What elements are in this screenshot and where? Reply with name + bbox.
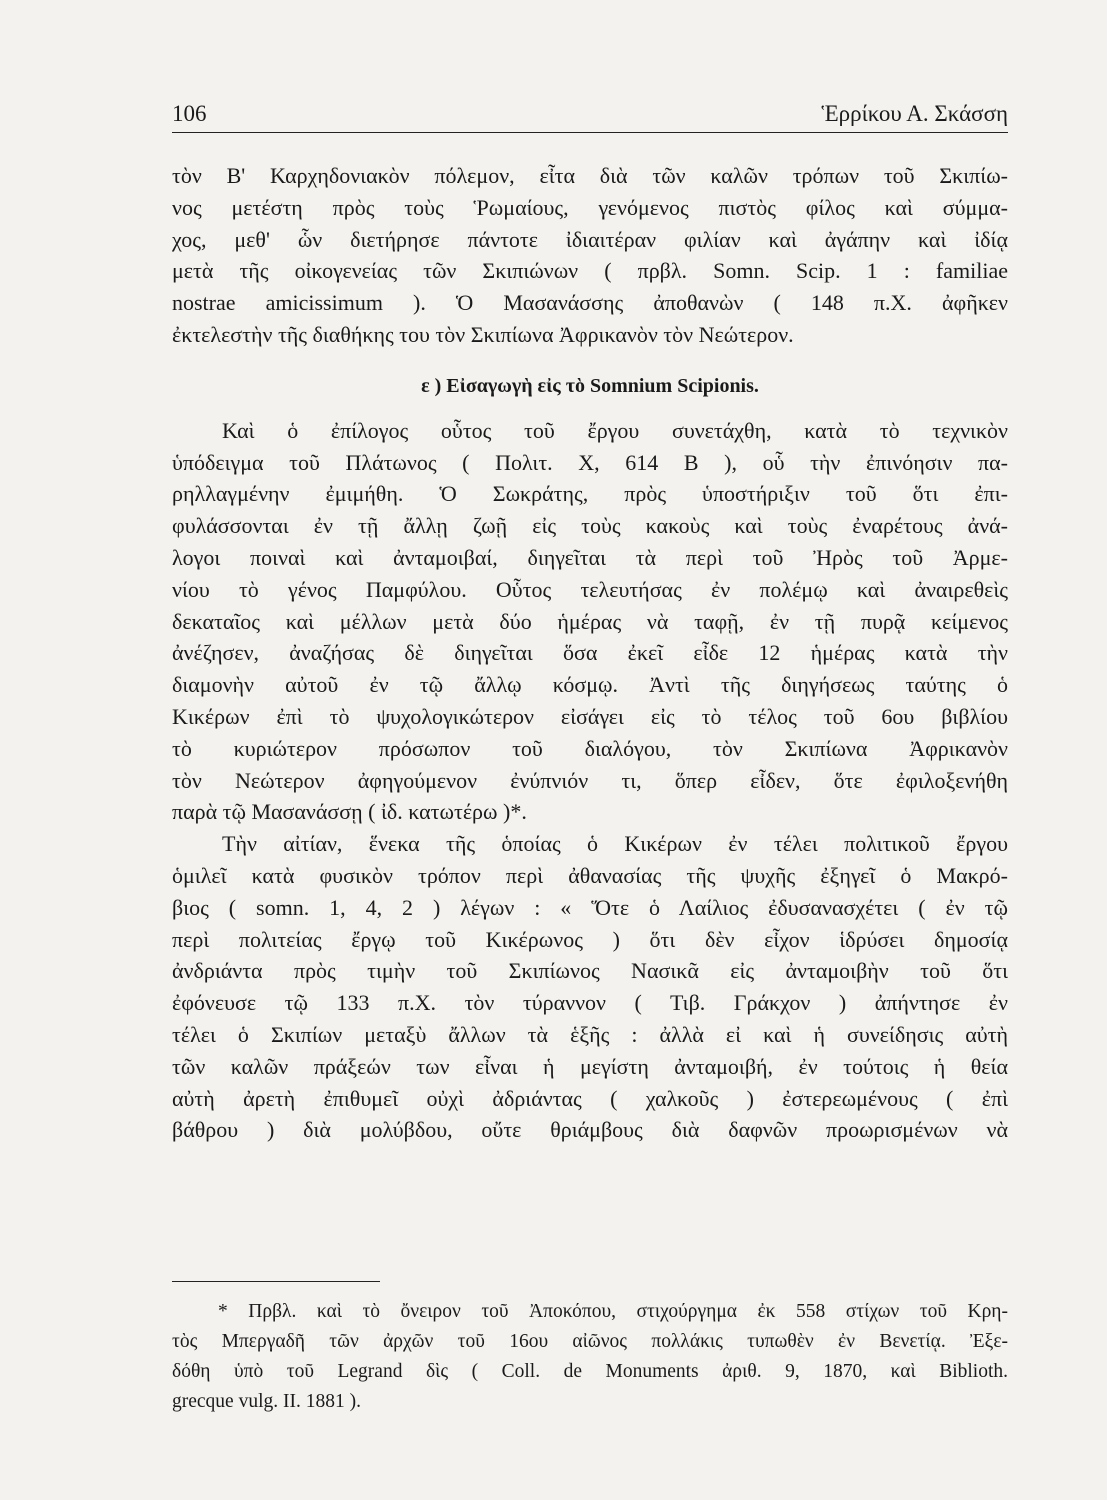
- text-line: βάθρου ) διὰ μολύβδου, οὔτε θριάμβους διὰ δαφνῶν προωρισμένων νὰ: [172, 1117, 1008, 1143]
- body-text: [172, 160, 1008, 1146]
- text-line: περὶ πολιτείας ἔργῳ τοῦ Κικέρωνος ) ὅτι δὲν εἶχον ἱδρύσει δημοσίᾳ: [172, 926, 1008, 952]
- text-line: Τὴν αἰτίαν, ἕνεκα τῆς ὁποίας ὁ Κικέρων ἐν τέλει πολιτικοῦ ἔργου: [222, 831, 1008, 857]
- text-line: λογοι ποιναὶ καὶ ἀνταμοιβαί, διηγεῖται τὰ περὶ τοῦ Ἠρὸς τοῦ Ἀρμε-: [172, 544, 1008, 570]
- text-line: νος μετέστη πρὸς τοὺς Ῥωμαίους, γενόμενος πιστὸς φίλος καὶ σύμμα-: [172, 194, 1008, 220]
- paragraph-3: [172, 828, 1008, 1146]
- text-line: τὸ κυριώτερον πρόσωπον τοῦ διαλόγου, τὸν Σκιπίωνα Ἀφρικανὸν: [172, 735, 1008, 761]
- footnote-line: δόθη ὑπὸ τοῦ Legrand δὶς ( Coll. de Monuments ἀριθ. 9, 1870, καὶ Biblioth.: [172, 1361, 1008, 1382]
- text-line: ἐφόνευσε τῷ 133 π.Χ. τὸν τύραννον ( Τιβ. Γράκχον ) ἀπήντησε ἐν: [172, 990, 1008, 1016]
- text-line: βιος ( somn. 1, 4, 2 ) λέγων : « Ὅτε ὁ Λαίλιος ἐδυσανασχέτει ( ἐν τῷ: [172, 894, 1008, 920]
- text-line: διαμονὴν αὐτοῦ ἐν τῷ ἄλλῳ κόσμῳ. Ἀντὶ τῆς διηγήσεως ταύτης ὁ: [172, 672, 1008, 698]
- text-line: ἐκτελεστὴν τῆς διαθήκης του τὸν Σκιπίωνα Ἀφρικανὸν τὸν Νεώτερον.: [172, 321, 794, 347]
- footnote-rule: [172, 1281, 380, 1282]
- running-head: [172, 98, 1008, 130]
- text-line: ἀνέζησεν, ἀναζήσας δὲ διηγεῖται ὅσα ἐκεῖ εἶδε 12 ἡμέρας κατὰ τὴν: [172, 640, 1008, 666]
- text-line: νίου τὸ γένος Παμφύλου. Οὗτος τελευτήσας ἐν πολέμῳ καὶ ἀναιρεθεὶς: [172, 576, 1008, 602]
- text-line: χος, μεθ' ὧν διετήρησε πάντοτε ἰδιαιτέραν φιλίαν καὶ ἀγάπην καὶ ἰδίᾳ: [172, 226, 1008, 252]
- text-line: ρηλλαγμένην ἐμιμήθη. Ὁ Σωκράτης, πρὸς ὑποστήριξιν τοῦ ὅτι ἐπι-: [172, 481, 1008, 507]
- paragraph-1: [172, 160, 1008, 351]
- text-line: δεκαταῖος καὶ μέλλων μετὰ δύο ἡμέρας νὰ ταφῇ, ἐν τῇ πυρᾷ κείμενος: [172, 608, 1008, 634]
- running-title: Ἑρρίκου Α. Σκάσση: [821, 101, 1008, 126]
- footnote-line: grecque vulg. II. 1881 ).: [172, 1391, 361, 1412]
- page-number: 106: [172, 101, 207, 126]
- text-line: ὑπόδειγμα τοῦ Πλάτωνος ( Πολιτ. Χ, 614 Β ), οὗ τὴν ἐπινόησιν πα-: [172, 449, 1008, 475]
- text-line: Καὶ ὁ ἐπίλογος οὗτος τοῦ ἔργου συνετάχθη, κατὰ τὸ τεχνικὸν: [222, 417, 1008, 443]
- text-line: τέλει ὁ Σκιπίων μεταξὺ ἄλλων τὰ ἑξῆς : ἀλλὰ εἰ καὶ ἡ συνείδησις αὐτὴ: [172, 1021, 1008, 1047]
- text-line: Κικέρων ἐπὶ τὸ ψυχολογικώτερον εἰσάγει εἰς τὸ τέλος τοῦ 6ου βιβλίου: [172, 703, 1008, 729]
- text-line: τῶν καλῶν πράξεών των εἶναι ἡ μεγίστη ἀνταμοιβή, ἐν τούτοις ἡ θεία: [172, 1053, 1008, 1079]
- footnote-line: * Πρβλ. καὶ τὸ ὄνειρον τοῦ Ἀποκόπου, στιχούργημα ἐκ 558 στίχων τοῦ Κρη-: [218, 1301, 1008, 1322]
- text-line: αὐτὴ ἀρετὴ ἐπιθυμεῖ οὐχὶ ἀδριάντας ( χαλκοῦς ) ἐστερεωμένους ( ἐπὶ: [172, 1085, 1008, 1111]
- paragraph-2: [172, 415, 1008, 828]
- text-line: μετὰ τῆς οἰκογενείας τῶν Σκιπιώνων ( πρβλ. Somn. Scip. 1 : familiae: [172, 258, 1008, 284]
- text-line: τὸν Νεώτερον ἀφηγούμενον ἐνύπνιόν τι, ὅπερ εἶδεν, ὅτε ἐφιλοξενήθη: [172, 767, 1008, 793]
- footnote: [172, 1297, 1008, 1417]
- header-rule: [172, 132, 1008, 133]
- text-line: ὁμιλεῖ κατὰ φυσικὸν τρόπον περὶ ἀθανασίας τῆς ψυχῆς ἐξηγεῖ ὁ Μακρό-: [172, 862, 1008, 888]
- text-line: φυλάσσονται ἐν τῇ ἄλλῃ ζωῇ εἰς τοὺς κακοὺς καὶ τοὺς ἐναρέτους ἀνά-: [172, 513, 1008, 539]
- footnote-line: τὸς Μπεργαδῆ τῶν ἀρχῶν τοῦ 16ου αἰῶνος πολλάκις τυπωθὲν ἐν Βενετίᾳ. Ἐξε-: [172, 1331, 1008, 1352]
- section-heading: ε ) Εἰσαγωγὴ εἰς τὸ Somnium Scipionis.: [421, 374, 759, 397]
- text-line: nostrae amicissimum ). Ὁ Μασανάσσης ἀποθανὼν ( 148 π.Χ. ἀφῆκεν: [172, 290, 1008, 316]
- text-line: ἀνδριάντα πρὸς τιμὴν τοῦ Σκιπίωνος Νασικᾶ εἰς ἀνταμοιβὴν τοῦ ὅτι: [172, 958, 1008, 984]
- text-line: τὸν Β' Καρχηδονιακὸν πόλεμον, εἶτα διὰ τῶν καλῶν τρόπων τοῦ Σκιπίω-: [172, 163, 1008, 188]
- text-line: παρὰ τῷ Μασανάσσῃ ( ἰδ. κατωτέρω )*.: [172, 799, 527, 825]
